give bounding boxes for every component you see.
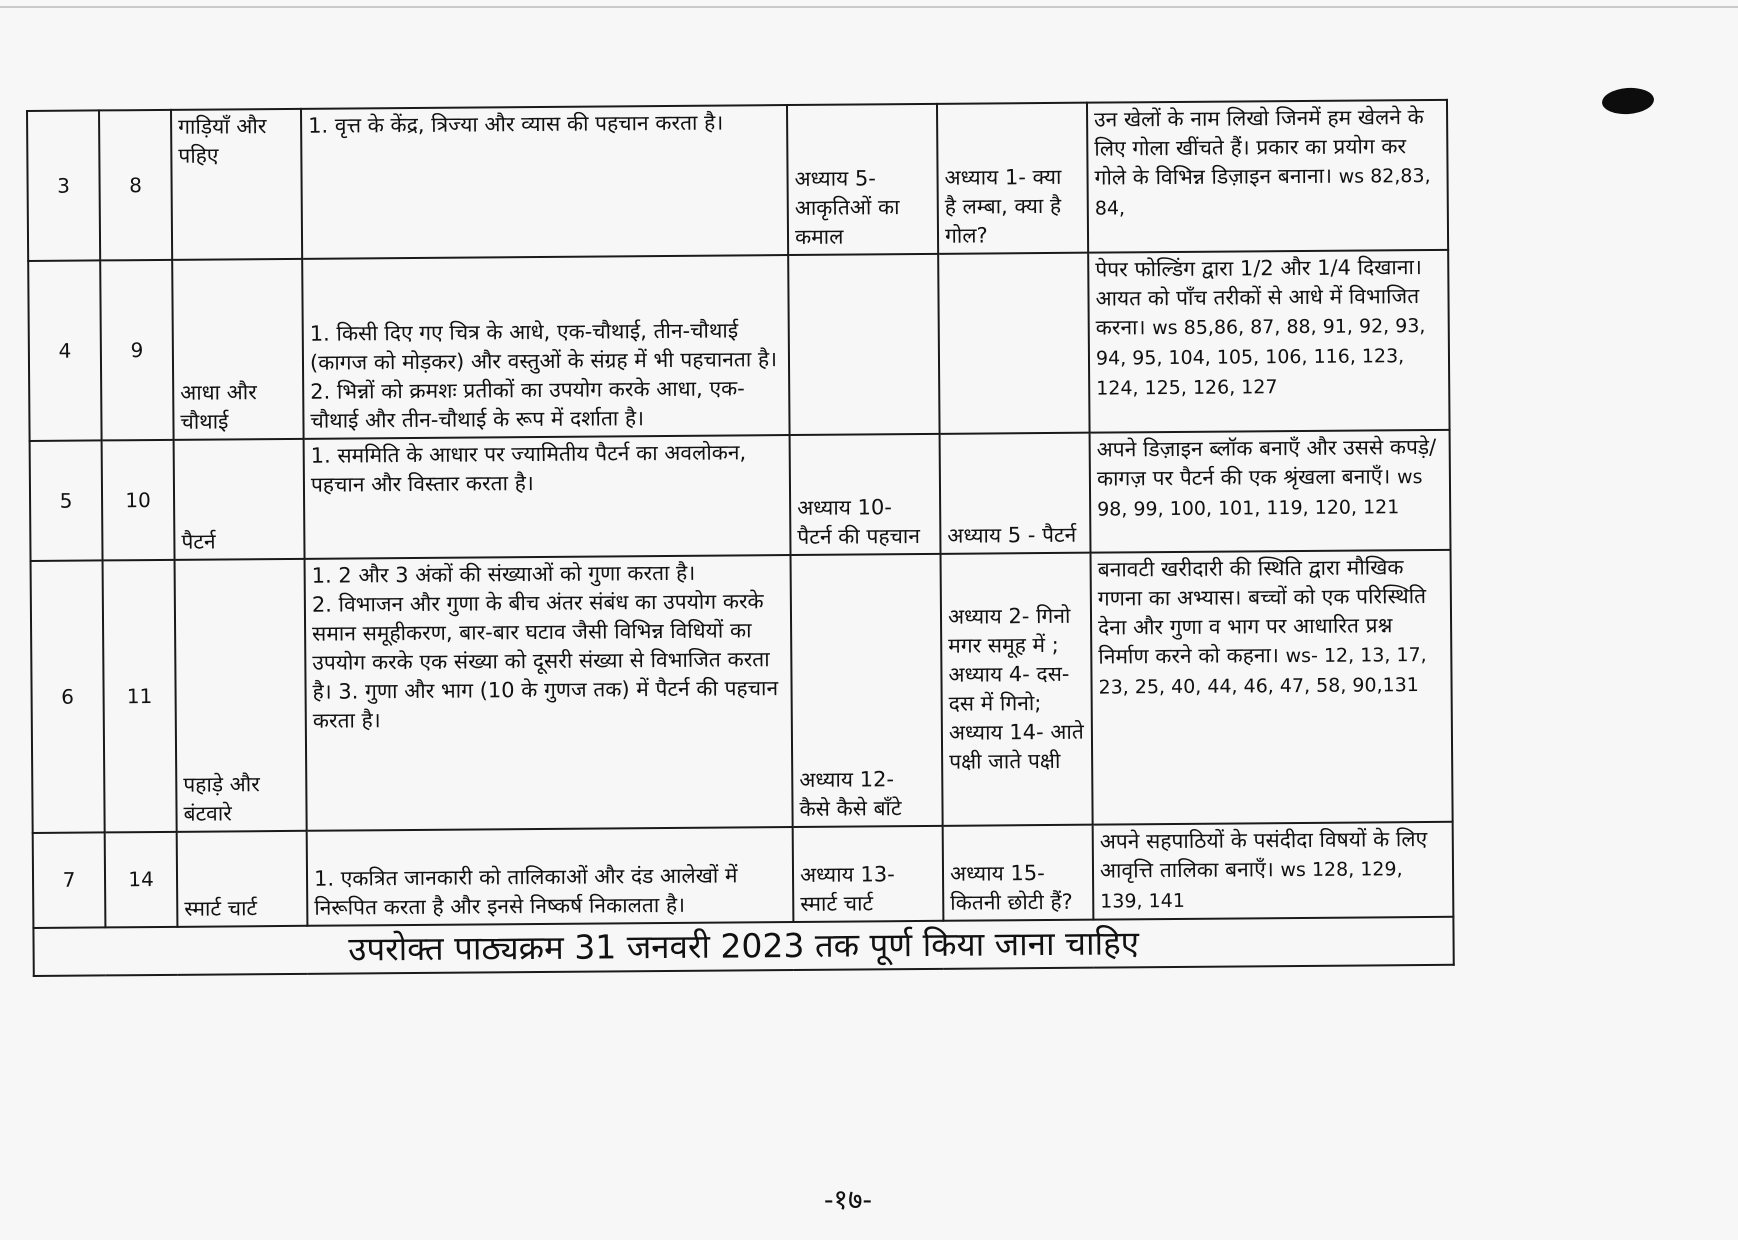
week-cell: 14 — [105, 832, 178, 928]
table-row — [30, 430, 1451, 561]
worksheet-list: ws 85,86, 87, 88, 91, 92, 93, 94, 95, 104, 105, 106, 116, 123, 124, 125, 126, 127 — [1095, 315, 1426, 400]
joyful-maths-chapter-cell: अध्याय 5- आकृतिओं का कमाल — [787, 104, 938, 255]
syllabus-table — [26, 99, 1455, 977]
learning-outcomes-cell: 1. सममिति के आधार पर ज्यामितीय पैटर्न का अवलोकन, पहचान और विस्तार करता है। — [304, 435, 791, 559]
worksheet-list: ws 98, 99, 100, 101, 119, 120, 121 — [1097, 466, 1423, 521]
worksheet-list: ws 128, 129, 139, 141 — [1100, 858, 1403, 913]
chapter-cell: गाड़ियाँ और पहिए — [171, 109, 302, 260]
week-cell: 10 — [102, 440, 175, 561]
joyful-maths-chapter-cell: अध्याय 13- स्मार्ट चार्ट — [793, 826, 944, 922]
maths-magic-chapter-cell: अध्याय 2- गिनो मगर समूह में ; अध्याय 4- दस-दस में गिनो; अध्याय 14- आते पक्षी जाते पक्षी — [941, 553, 1093, 826]
activity-text: अपने डिज़ाइन ब्लॉक बनाएँ और उससे कपड़े/ कागज़ पर पैटर्न की एक श्रृंखला बनाएँ। — [1096, 434, 1437, 491]
learning-outcomes-cell: 1. एकत्रित जानकारी को तालिकाओं और दंड आलेखों में निरूपित करता है और इनसे निष्कर्ष निकालता है। — [307, 827, 794, 926]
activities-cell — [1091, 550, 1453, 825]
chapter-cell: पैटर्न — [174, 439, 305, 560]
scan-edge-line — [0, 6, 1738, 8]
joyful-maths-chapter-cell: अध्याय 12- कैसे कैसे बाँटे — [791, 554, 943, 827]
chapter-cell: पहाड़े और बंटवारे — [175, 559, 307, 832]
table-row — [28, 250, 1449, 441]
activities-cell — [1087, 100, 1448, 253]
activity-text: अपने सहपाठियों के पसंदीदा विषयों के लिए आवृत्ति तालिका बनाएँ। — [1099, 827, 1428, 883]
syllabus-sheet — [26, 99, 1453, 977]
completion-deadline-note: उपरोक्त पाठ्यक्रम 31 जनवरी 2023 तक पूर्ण किया जाना चाहिए — [33, 917, 1453, 976]
worksheet-list: ws- 12, 13, 17, 23, 25, 40, 44, 46, 47, 58, 90,131 — [1098, 644, 1427, 699]
learning-outcomes-cell: 1. वृत्त के केंद्र, त्रिज्या और व्यास की पहचान करता है। — [301, 105, 788, 259]
chapter-cell: आधा और चौथाई — [172, 259, 303, 440]
learning-outcomes-cell: 1. किसी दिए गए चित्र के आधे, एक-चौथाई, तीन-चौथाई (कागज को मोड़कर) और वस्तुओं के संग्रह में भी पहचानता है। 2. भिन्नों को क्रमशः प्रतीकों का उपयोग करके आधा, एक-चौथाई और तीन-चौथाई के रूप में दर्शाता है। — [302, 255, 789, 439]
maths-magic-chapter-cell: अध्याय 1- क्या है लम्बा, क्या है गोल? — [937, 103, 1088, 254]
chapter-cell: स्मार्ट चार्ट — [177, 831, 308, 927]
ink-mark — [1601, 86, 1655, 116]
serial-number-cell: 6 — [31, 560, 105, 833]
serial-number-cell: 3 — [27, 110, 100, 261]
activity-text: पेपर फोल्डिंग द्वारा 1/2 और 1/4 दिखाना। आयत को पाँच तरीकों से आधे में विभाजित करना। — [1095, 255, 1422, 340]
serial-number-cell: 5 — [30, 440, 103, 561]
worksheet-list: ws 82,83, 84, — [1094, 164, 1431, 220]
activities-cell — [1088, 250, 1449, 433]
serial-number-cell: 7 — [33, 832, 106, 928]
maths-magic-chapter-cell — [938, 253, 1089, 434]
week-cell: 9 — [100, 260, 173, 441]
maths-magic-chapter-cell: अध्याय 15- कितनी छोटी हैं? — [943, 825, 1094, 921]
learning-outcomes-cell: 1. 2 और 3 अंकों की संख्याओं को गुणा करता है। 2. विभाजन और गुणा के बीच अंतर संबंध का उपयोग करके समान समूहीकरण, बार-बार घटाव जैसी विभिन्न विधियों का उपयोग करके एक संख्या को दूसरी संख्या से विभाजित करता है। 3. गुणा और भाग (10 के गुणज तक) में पैटर्न की पहचान करता है। — [305, 555, 793, 831]
joyful-maths-chapter-cell: अध्याय 10- पैटर्न की पहचान — [790, 434, 941, 555]
week-cell: 8 — [99, 110, 172, 261]
serial-number-cell: 4 — [28, 260, 101, 441]
activities-cell — [1090, 430, 1451, 553]
table-row — [27, 100, 1448, 261]
activities-cell — [1093, 822, 1454, 920]
activity-text: उन खेलों के नाम लिखो जिनमें हम खेलने के लिए गोला खींचते हैं। प्रकार का प्रयोग कर गोले के विभिन्न डिज़ाइन बनाना। — [1094, 105, 1424, 190]
table-row — [33, 822, 1454, 928]
footer-row — [33, 917, 1453, 976]
maths-magic-chapter-cell: अध्याय 5 - पैटर्न — [940, 433, 1091, 554]
page-number: -१७- — [823, 1183, 873, 1216]
activity-text: बनावटी खरीदारी की स्थिति द्वारा मौखिक गणना का अभ्यास। बच्चों को एक परिस्थिति देना और गुणा व भाग पर आधारित प्रश्न निर्माण करने को कहना। — [1097, 555, 1427, 669]
joyful-maths-chapter-cell — [788, 254, 939, 435]
table-row — [31, 550, 1453, 833]
week-cell: 11 — [103, 560, 177, 833]
